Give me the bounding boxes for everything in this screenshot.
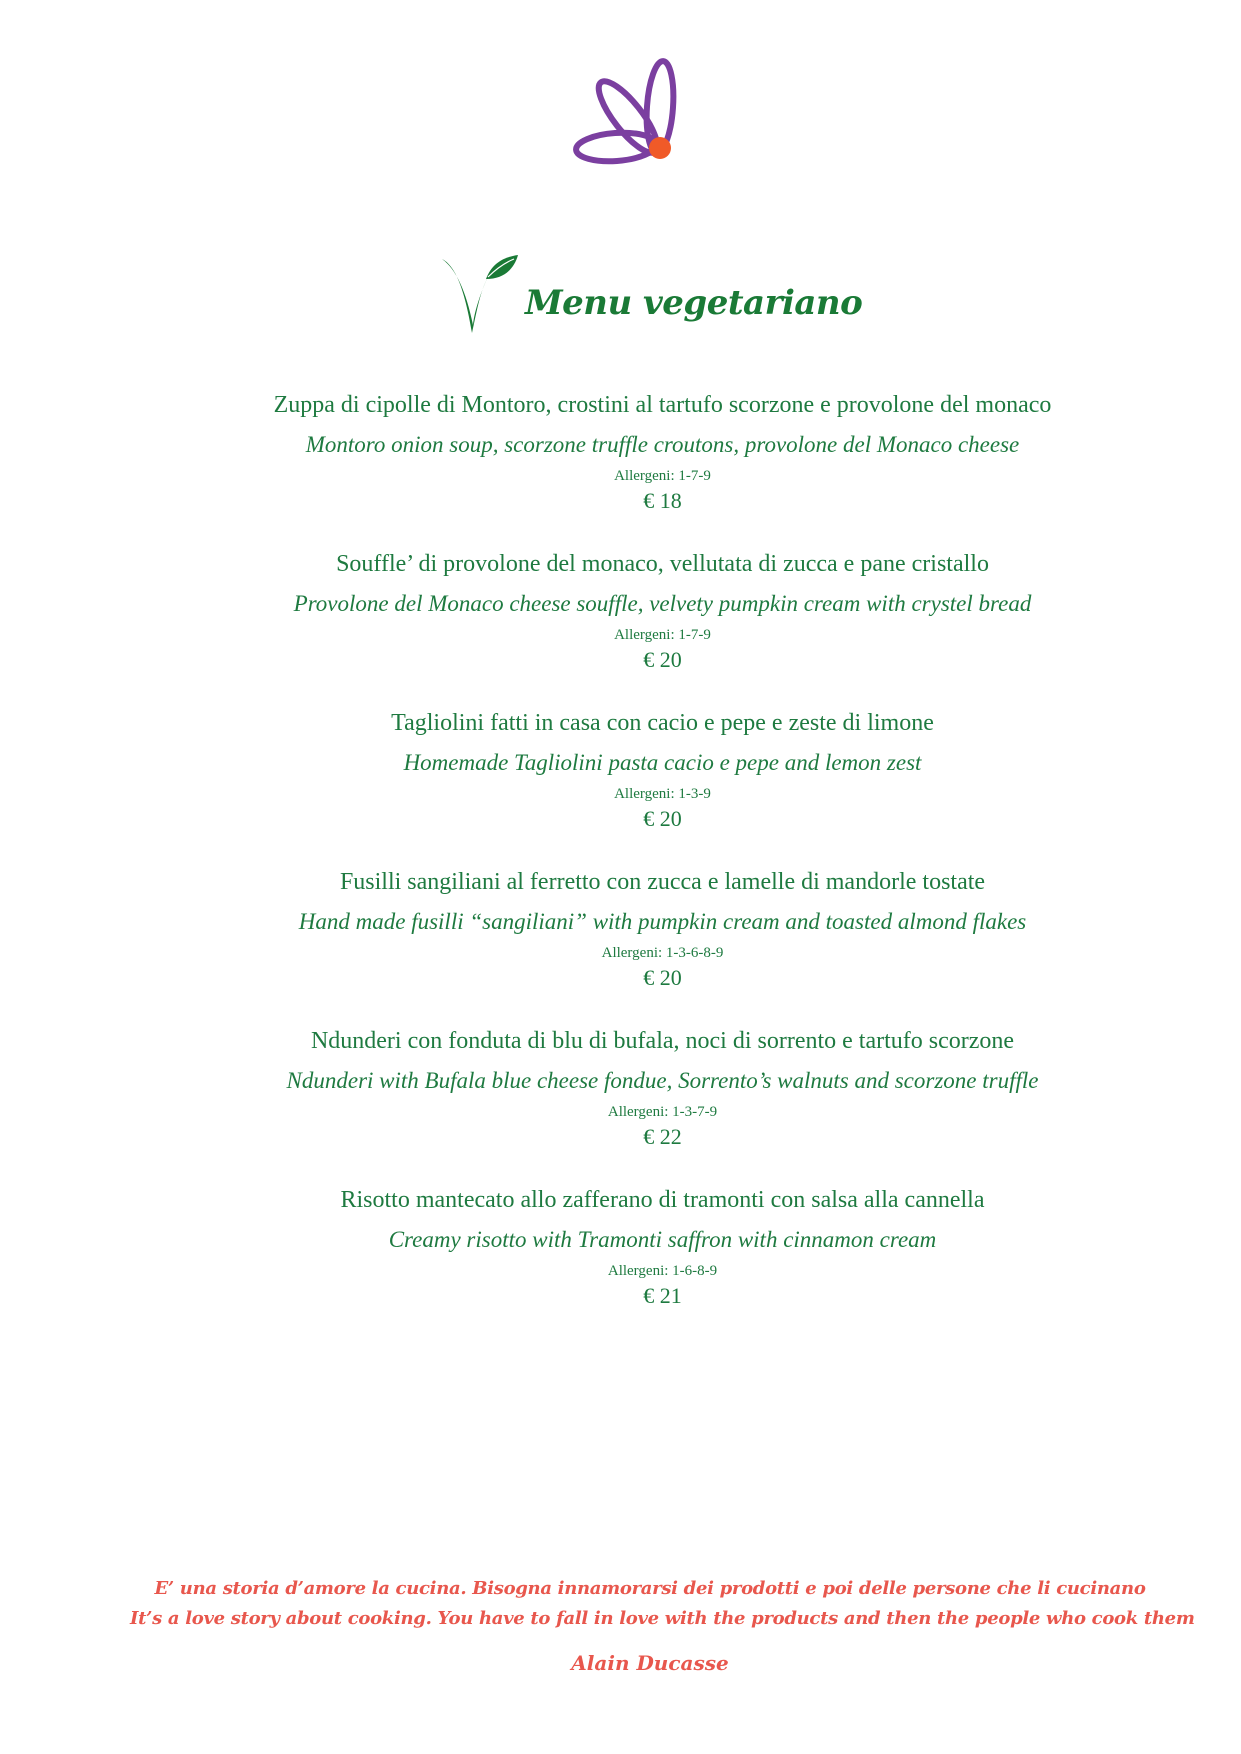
menu-header (440, 255, 863, 345)
dish-name-italian: Souffle’ di provolone del monaco, vellutata di zucca e pane cristallo (336, 551, 989, 577)
dish-allergens: Allergeni: 1-3-9 (614, 786, 711, 802)
dish-name-english: Hand made fusilli “sangiliani” with pumpkin cream and toasted almond flakes (298, 909, 1027, 934)
dish-price: € 21 (643, 1283, 682, 1308)
dish-allergens: Allergeni: 1-7-9 (614, 468, 711, 484)
dish-name-italian: Tagliolini fatti in casa con cacio e pepe e zeste di limone (391, 710, 934, 736)
dish-price: € 20 (643, 965, 682, 990)
vegetarian-leaf-icon (440, 255, 520, 335)
dish-allergens: Allergeni: 1-3-6-8-9 (601, 945, 724, 961)
dish-name-italian: Zuppa di cipolle di Montoro, crostini al tartufo scorzone e provolone del monaco (273, 392, 1052, 418)
dish-name-english: Creamy risotto with Tramonti saffron with cinnamon cream (388, 1227, 937, 1252)
dish-allergens: Allergeni: 1-6-8-9 (607, 1263, 718, 1279)
dish-item (150, 865, 1175, 1024)
dish-price: € 20 (643, 806, 682, 831)
page-title: Menu vegetariano (525, 283, 863, 323)
dish-item (150, 1024, 1175, 1183)
dish-item (150, 706, 1175, 865)
dish-item (150, 1183, 1175, 1342)
dish-name-italian: Fusilli sangiliani al ferretto con zucca e lamelle di mandorle tostate (339, 869, 986, 895)
dish-item (150, 388, 1175, 547)
dish-price: € 18 (643, 488, 682, 513)
dish-allergens: Allergeni: 1-7-9 (614, 627, 711, 643)
dish-name-italian: Risotto mantecato allo zafferano di tramonti con salsa alla cannella (340, 1187, 985, 1213)
flower-petals-icon (570, 55, 690, 180)
quote-italian: E’ una storia d’amore la cucina. Bisogna innamorarsi dei prodotti e poi delle persone che li cucinano (154, 1578, 1146, 1599)
dish-list (150, 388, 1175, 1342)
quote-author: Alain Ducasse (571, 1651, 729, 1675)
dish-name-english: Montoro onion soup, scorzone truffle croutons, provolone del Monaco cheese (305, 432, 1020, 457)
dish-price: € 20 (643, 647, 682, 672)
dish-name-english: Provolone del Monaco cheese souffle, velvety pumpkin cream with crystel bread (293, 591, 1032, 616)
dish-name-english: Ndunderi with Bufala blue cheese fondue, Sorrento’s walnuts and scorzone truffle (286, 1068, 1039, 1093)
dish-allergens: Allergeni: 1-3-7-9 (607, 1104, 718, 1120)
dish-name-italian: Ndunderi con fonduta di blu di bufala, noci di sorrento e tartufo scorzone (310, 1028, 1015, 1054)
dish-item (150, 547, 1175, 706)
footer-quote (130, 1574, 1195, 1678)
dish-name-english: Homemade Tagliolini pasta cacio e pepe and lemon zest (403, 750, 922, 775)
quote-english: It’s a love story about cooking. You have to fall in love with the products and then the people who cook them (130, 1608, 1195, 1629)
restaurant-logo (570, 55, 690, 180)
dish-price: € 22 (643, 1124, 682, 1149)
